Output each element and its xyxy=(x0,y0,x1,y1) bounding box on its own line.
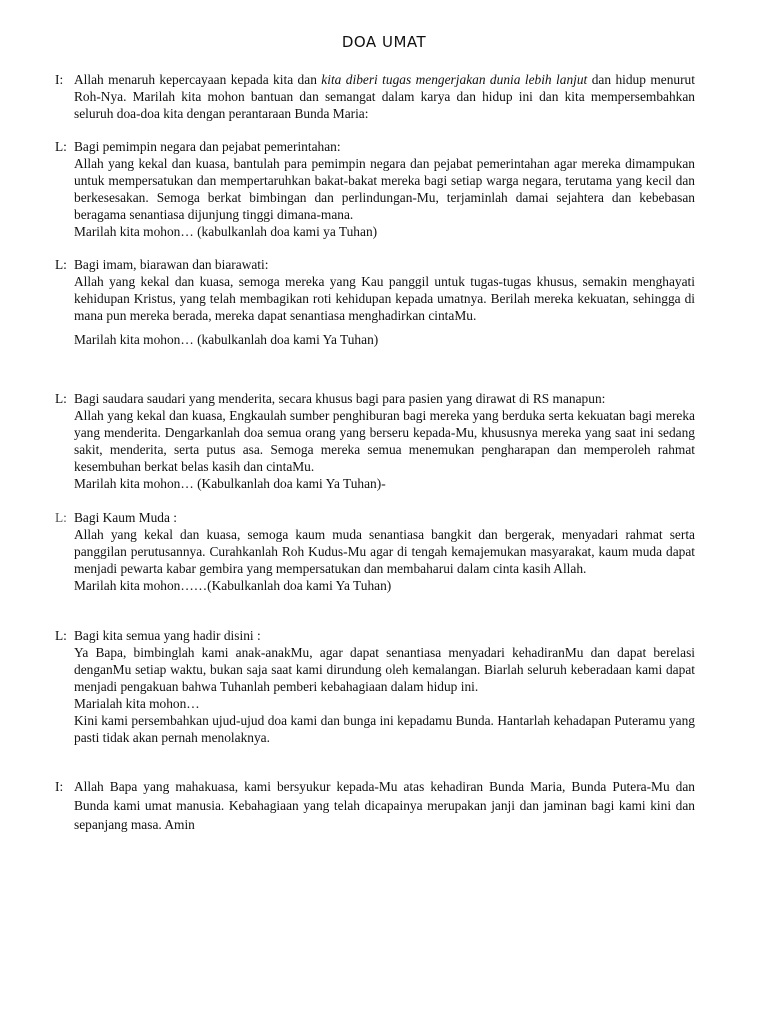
closing-row xyxy=(55,777,695,834)
petition-body: Allah yang kekal dan kuasa, Engkaulah sumber penghiburan bagi mereka yang berduka serta kekuatan bagi mereka yang menderita. Dengarkanlah doa semua orang yang berseru kepada-Mu, khususnya mereka yang saat ini sedang sakit, menderita, serta putus asa. Semoga mereka semua menemukan pengharapan dan memperoleh rahmat kesembuhan berkat belas kasih dan cintaMu. xyxy=(74,408,695,474)
petition-heading: Bagi imam, biarawan dan biarawati: xyxy=(74,257,269,272)
petition-response: Marialah kita mohon… xyxy=(74,696,200,711)
petition-response: Marilah kita mohon……(Kabulkanlah doa kami Ya Tuhan) xyxy=(74,578,392,593)
petition-response: Marilah kita mohon… (Kabulkanlah doa kami Ya Tuhan)- xyxy=(74,476,386,491)
petition-body: Allah yang kekal dan kuasa, semoga mereka yang Kau panggil untuk tugas-tugas khusus, semakin menghayati kehidupan Kristus, yang telah membagikan roti kehidupan kepada umatnya. Berilah mereka kekuatan, sehingga di mana pun mereka berada, mereka dapat senantiasa menghadirkan cintaMu. xyxy=(74,274,695,323)
intro-text-end: dan hidup menurut Roh-Nya. Marilah kita mohon bantuan dan semangat dalam karya dan hidup ini dan kita mempersembahkan seluruh doa-doa kita dengan perantaraan Bunda Maria: xyxy=(74,72,695,121)
petition-body-wrap xyxy=(74,407,695,492)
petition-leaders xyxy=(55,138,695,240)
petition-label: L: xyxy=(55,139,67,154)
intro-text xyxy=(74,71,695,122)
petition-clergy xyxy=(55,256,695,348)
petition-offering: Kini kami persembahkan ujud-ujud doa kami dan bunga ini kepadamu Bunda. Hantarlah kehadapan Puteramu yang pasti tidak akan pernah menolaknya. xyxy=(74,713,695,745)
petition-heading-row xyxy=(55,138,695,155)
intro-section xyxy=(55,71,695,122)
petition-body-wrap xyxy=(74,155,695,240)
petition-heading: Bagi saudara saudari yang menderita, secara khusus bagi para pasien yang dirawat di RS manapun: xyxy=(74,391,606,406)
closing-label: I: xyxy=(55,779,64,794)
petition-heading-row xyxy=(55,509,695,526)
petition-heading-row xyxy=(55,256,695,273)
petition-heading: Bagi kita semua yang hadir disini : xyxy=(74,628,261,643)
closing-section xyxy=(55,777,695,834)
intro-label: I: xyxy=(55,72,64,87)
petition-response: Marilah kita mohon… (kabulkanlah doa kami ya Tuhan) xyxy=(74,224,378,239)
petition-body-wrap xyxy=(74,644,695,746)
petition-heading-row xyxy=(55,390,695,407)
petition-response: Marilah kita mohon… (kabulkanlah doa kami Ya Tuhan) xyxy=(74,332,379,347)
petition-label: L: xyxy=(55,257,67,272)
intro-row xyxy=(55,71,695,122)
intro-text-italic: kita diberi tugas mengerjakan dunia lebih lanjut xyxy=(321,72,588,87)
petition-label: L: xyxy=(55,628,67,643)
petition-body: Allah yang kekal dan kuasa, semoga kaum muda senantiasa bangkit dan bergerak, menyadari rahmat serta panggilan perutusannya. Curahkanlah Roh Kudus-Mu agar di tengah kemajemukan masyarakat, kaum muda dapat menjadi pewarta kabar gembira yang mempersatukan dan membaharui dalam cinta kasih Allah. xyxy=(74,527,695,576)
page-title: DOA UMAT xyxy=(341,33,427,51)
petition-body-wrap xyxy=(74,273,695,348)
intro-text-start: Allah menaruh kepercayaan kepada kita dan xyxy=(74,72,322,87)
closing-text: Allah Bapa yang mahakuasa, kami bersyukur kepada-Mu atas kehadiran Bunda Maria, Bunda Putera-Mu dan Bunda kami umat manusia. Kebahagiaan yang telah dicapainya merupakan janji dan jaminan bagi kami kini dan sepanjang masa. Amin xyxy=(74,779,695,832)
petition-suffering xyxy=(55,390,695,492)
petition-label: L: xyxy=(55,510,67,525)
petition-heading: Bagi Kaum Muda : xyxy=(74,510,178,525)
petition-heading: Bagi pemimpin negara dan pejabat pemerintahan: xyxy=(74,139,341,154)
petition-label: L: xyxy=(55,391,67,406)
petition-all-present xyxy=(55,627,695,746)
petition-youth xyxy=(55,509,695,594)
petition-body: Allah yang kekal dan kuasa, bantulah para pemimpin negara dan pejabat pemerintahan agar mereka dimampukan untuk mempersatukan dan mempertaruhkan bakat-bakat mereka bagi setiap warga negara, terutama yang kecil dan berkesesakan. Semoga berkat bimbingan dan perlindungan-Mu, terjaminlah damai sejahtera dan kebebasan beragama senantiasa dijunjung tinggi dimana-mana. xyxy=(74,156,695,222)
petition-body: Ya Bapa, bimbinglah kami anak-anakMu, agar dapat senantiasa menyadari kehadiranMu dan dapat berelasi denganMu setiap waktu, bukan saja saat kami dirundung oleh kemalangan. Biarlah seluruh keberadaan kami dapat menjadi pengakuan bahwa Tuhanlah pemberi kebahagiaan dalam hidup ini. xyxy=(74,645,695,694)
petition-body-wrap xyxy=(74,526,695,594)
petition-heading-row xyxy=(55,627,695,644)
